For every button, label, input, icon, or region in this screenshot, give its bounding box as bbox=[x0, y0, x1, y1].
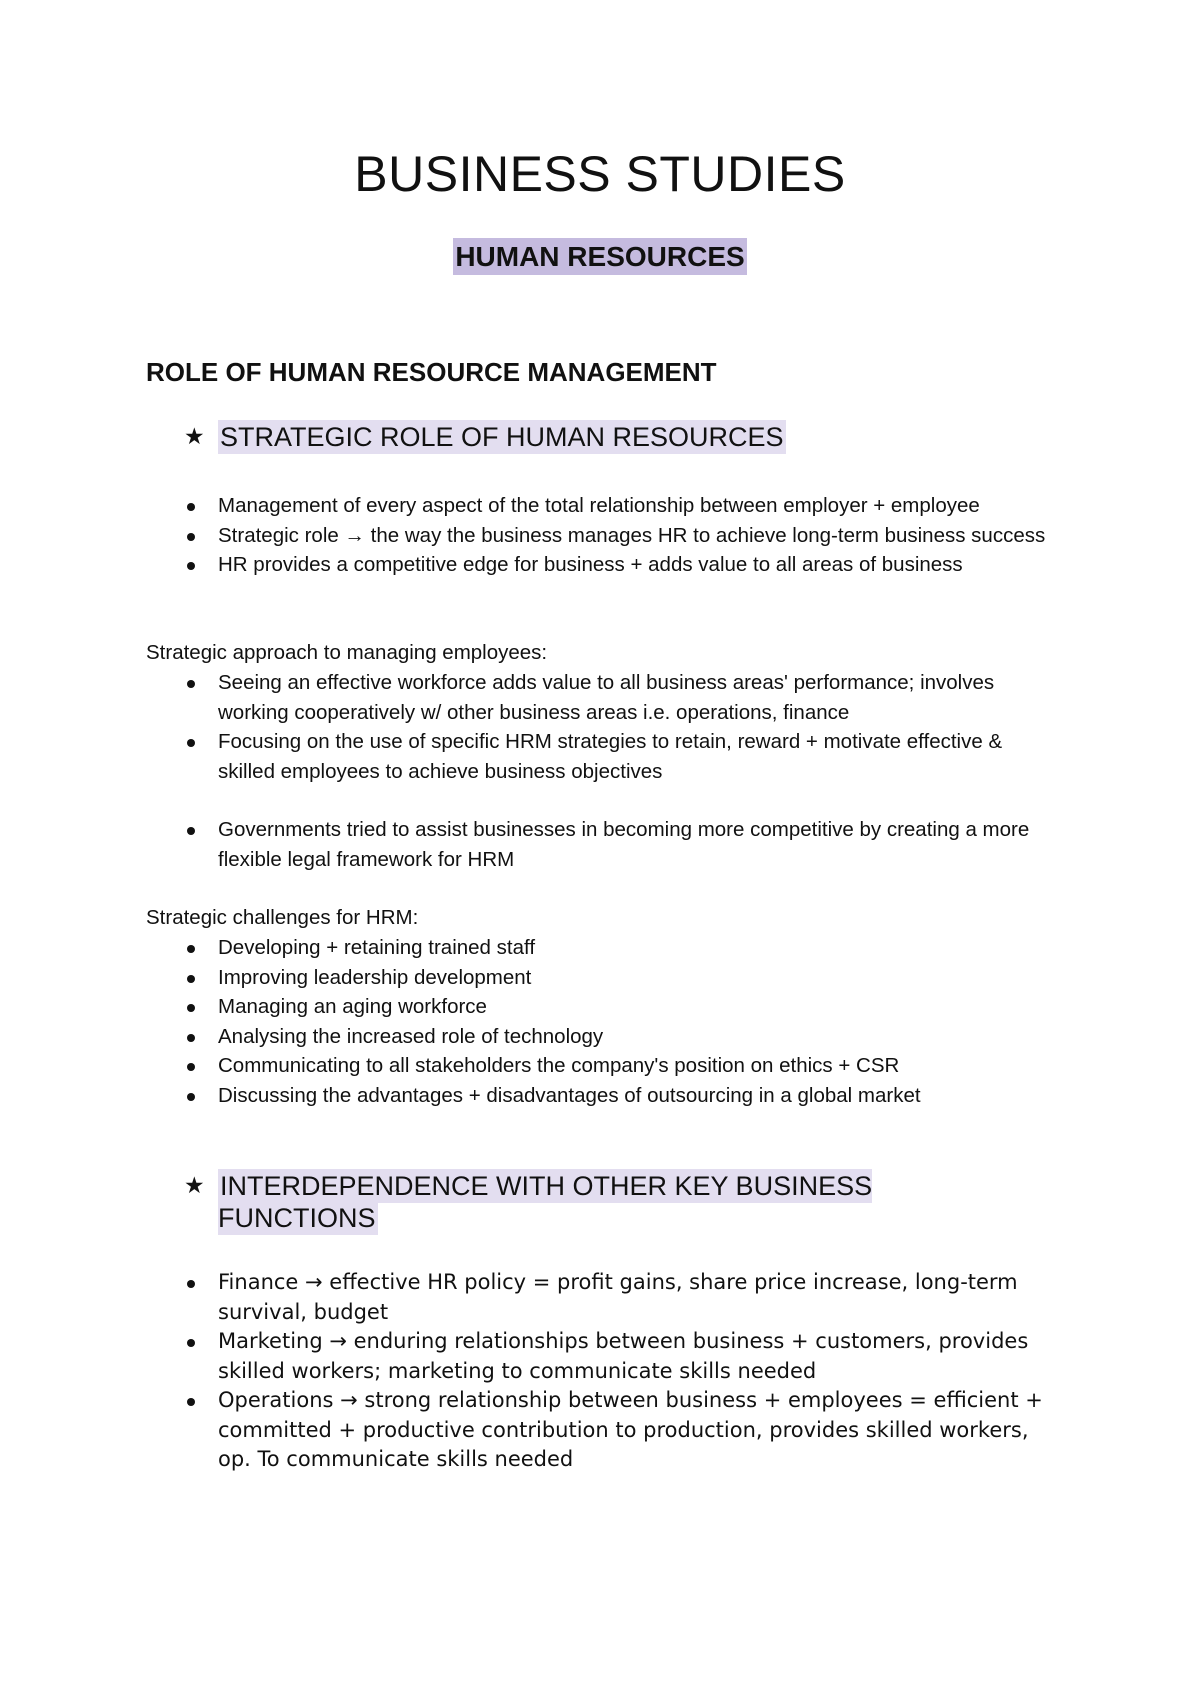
list-item: Focusing on the use of specific HRM strategies to retain, reward + motivate effective & skilled employees to achieve business objectives bbox=[184, 727, 1064, 786]
list-item: Improving leadership development bbox=[184, 963, 1064, 993]
approach-intro: Strategic approach to managing employees: bbox=[146, 641, 548, 664]
document-title: BUSINESS STUDIES bbox=[354, 146, 846, 202]
bullet-icon bbox=[187, 680, 195, 688]
list-item: Seeing an effective workforce adds value to all business areas' performance; involves working cooperatively w/ other business areas i.e. operations, finance bbox=[184, 668, 1064, 727]
section-heading: ROLE OF HUMAN RESOURCE MANAGEMENT bbox=[146, 357, 717, 387]
interdependence-list bbox=[184, 1268, 1044, 1475]
government-list bbox=[184, 815, 1064, 874]
bullet-icon bbox=[187, 1280, 195, 1288]
subsection-heading-text: STRATEGIC ROLE OF HUMAN RESOURCES bbox=[220, 422, 784, 452]
bullet-icon bbox=[187, 739, 195, 747]
list-item: Governments tried to assist businesses in becoming more competitive by creating a more flexible legal framework for HRM bbox=[184, 815, 1064, 874]
bullet-icon bbox=[187, 533, 195, 541]
bullet-icon bbox=[187, 975, 195, 983]
bullet-icon bbox=[187, 562, 195, 570]
bullet-icon bbox=[187, 827, 195, 835]
bullet-icon bbox=[187, 1034, 195, 1042]
subsection-heading-text: INTERDEPENDENCE WITH OTHER KEY BUSINESS FUNCTIONS bbox=[218, 1171, 873, 1233]
list-item: Developing + retaining trained staff bbox=[184, 933, 1064, 963]
bullet-icon bbox=[187, 1398, 195, 1406]
bullet-icon bbox=[187, 1339, 195, 1347]
document-subtitle: HUMAN RESOURCES bbox=[453, 238, 746, 275]
list-item: HR provides a competitive edge for business + adds value to all areas of business bbox=[184, 550, 1064, 580]
list-item: Finance → effective HR policy = profit gains, share price increase, long-term survival, budget bbox=[184, 1268, 1044, 1327]
bullet-icon bbox=[187, 503, 195, 511]
subtitle-wrap bbox=[0, 240, 1200, 274]
list-item: Management of every aspect of the total relationship between employer + employee bbox=[184, 491, 1064, 521]
list-item: Managing an aging workforce bbox=[184, 992, 1064, 1022]
challenges-intro: Strategic challenges for HRM: bbox=[146, 906, 419, 929]
subsection-heading-interdependence bbox=[184, 1170, 944, 1240]
star-icon: ★ bbox=[184, 1173, 205, 1199]
bullet-icon bbox=[187, 1004, 195, 1012]
bullet-icon bbox=[187, 1063, 195, 1071]
challenges-list bbox=[184, 933, 1064, 1110]
list-item: Communicating to all stakeholders the company's position on ethics + CSR bbox=[184, 1051, 1064, 1081]
approach-list bbox=[184, 668, 1064, 786]
list-item: Analysing the increased role of technology bbox=[184, 1022, 1064, 1052]
list-item: Discussing the advantages + disadvantages of outsourcing in a global market bbox=[184, 1081, 1064, 1111]
star-icon: ★ bbox=[184, 424, 205, 450]
bullet-icon bbox=[187, 945, 195, 953]
list-item: Marketing → enduring relationships between business + customers, provides skilled workers; marketing to communicate skills needed bbox=[184, 1327, 1044, 1386]
strategic-role-list bbox=[184, 491, 1064, 580]
bullet-icon bbox=[187, 1093, 195, 1101]
subsection-heading-strategic-role bbox=[184, 421, 944, 455]
list-item: Strategic role → the way the business manages HR to achieve long-term business success bbox=[184, 521, 1064, 551]
list-item: Operations → strong relationship between business + employees = efficient + committed + productive contribution to production, provides skilled workers, op. To communicate skills needed bbox=[184, 1386, 1044, 1475]
